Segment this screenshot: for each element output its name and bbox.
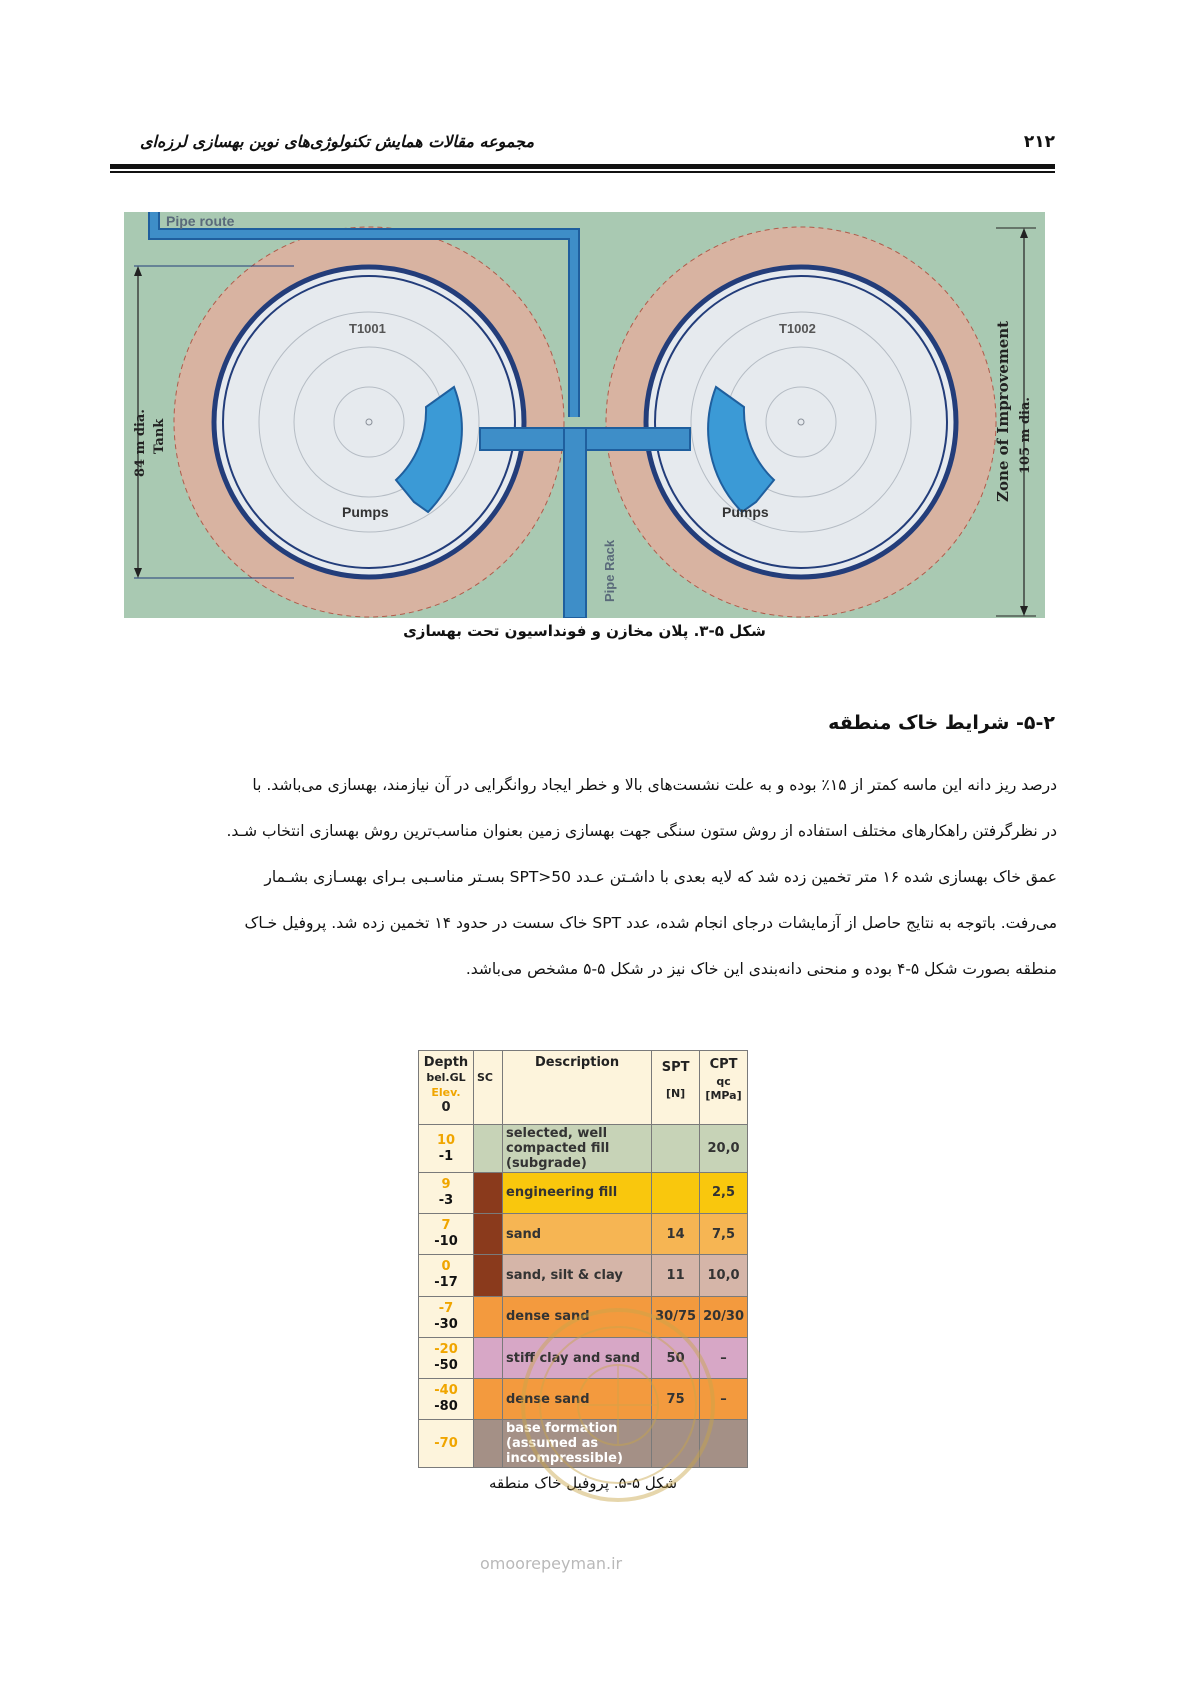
- layer-elevation: -7: [438, 1300, 454, 1316]
- pipe-rack-label: Pipe Rack: [602, 539, 617, 602]
- layer-spt: 75: [652, 1379, 700, 1420]
- paragraph-line: در نظرگرفتن راهکارهای مختلف استفاده از روش ستون سنگی جهت بهسازی زمین بعنوان مناسب‌ترین روش بهسازی انتخاب شـد.: [226, 822, 1057, 840]
- layer-sc-cell: [474, 1337, 503, 1378]
- tank-word-label: Tank: [152, 418, 167, 454]
- page-header: [110, 128, 1055, 158]
- layer-cpt: 7,5: [700, 1214, 748, 1255]
- cpt-qc: qc: [716, 1075, 731, 1088]
- pipe-rack-vertical: [564, 428, 586, 618]
- tank-diameter-label: 84 m dia.: [133, 409, 148, 477]
- layer-depth-cell: [419, 1420, 474, 1468]
- spt-unit: [N]: [665, 1087, 686, 1100]
- layer-depth-cell: [419, 1125, 474, 1172]
- layer-depth: -80: [434, 1399, 458, 1415]
- layer-sc-cell: [474, 1379, 503, 1420]
- layer-sc-cell: [474, 1125, 503, 1172]
- section-title: ۵-۲- شرایط خاک منطقه: [828, 712, 1055, 734]
- layer-sc-cell: [474, 1296, 503, 1337]
- depth-header: [419, 1051, 474, 1125]
- layer-cpt: –: [700, 1337, 748, 1378]
- layer-depth-cell: [419, 1255, 474, 1296]
- layer-spt: [652, 1125, 700, 1172]
- figure2-caption: شکل ۵-۵. پروفیل خاک منطقه: [488, 1474, 678, 1492]
- pumps-right-label: Pumps: [722, 504, 769, 520]
- layer-depth-cell: [419, 1172, 474, 1213]
- header-rule-thick: [110, 164, 1055, 169]
- layer-description: sand: [503, 1214, 652, 1255]
- layer-sc-cell: [474, 1420, 503, 1468]
- tank-t1002: [646, 267, 956, 577]
- layer-depth-cell: [419, 1379, 474, 1420]
- zone-of-improvement-label: Zone of Improvement: [994, 320, 1012, 502]
- layer-description: stiff clay and sand: [503, 1337, 652, 1378]
- layer-elevation: 10: [436, 1132, 456, 1148]
- watermark-text: omoorepeyman.ir: [480, 1554, 623, 1573]
- spt-title: SPT: [661, 1060, 690, 1075]
- tank-t1001-label: T1001: [349, 321, 386, 336]
- layer-sc-cell: [474, 1172, 503, 1213]
- tank-t1001: [214, 267, 524, 577]
- layer-description: sand, silt & clay: [503, 1255, 652, 1296]
- layer-spt: [652, 1172, 700, 1213]
- top-depth-label: 0: [441, 1100, 451, 1115]
- layer-spt: 30/75: [652, 1296, 700, 1337]
- cpt-unit: [MPa]: [705, 1089, 742, 1102]
- layer-depth: -3: [438, 1192, 454, 1208]
- layer-spt: 50: [652, 1337, 700, 1378]
- layer-elevation: -20: [434, 1342, 458, 1358]
- layer-depth-cell: [419, 1296, 474, 1337]
- cpt-header: [700, 1051, 748, 1125]
- layer-depth: -30: [434, 1316, 458, 1332]
- body-paragraph: [112, 762, 1057, 992]
- layer-spt: 11: [652, 1255, 700, 1296]
- layer-cpt: 10,0: [700, 1255, 748, 1296]
- layer-depth: -17: [434, 1275, 458, 1291]
- description-header: Description: [503, 1051, 652, 1125]
- layer-sc-cell: [474, 1255, 503, 1296]
- soil-layer-row: [419, 1255, 748, 1296]
- soil-layer-row: [419, 1214, 748, 1255]
- belgl-label: bel.GL: [426, 1071, 466, 1084]
- layer-elevation: -70: [434, 1435, 458, 1451]
- layer-depth: -50: [434, 1358, 458, 1374]
- layer-description: engineering fill: [503, 1172, 652, 1213]
- layer-description: dense sand: [503, 1379, 652, 1420]
- layer-description: base formation (assumed as incompressible): [503, 1420, 652, 1468]
- header-rule-thin: [110, 171, 1055, 173]
- paragraph-line: می‌رفت. باتوجه به نتایج حاصل از آزمایشات درجای انجام شده، عدد SPT خاک سست در حدود ۱۴ تخمین زده شد. پروفیل خـاک: [244, 914, 1057, 932]
- layer-elevation: 0: [441, 1259, 451, 1275]
- layer-depth: -1: [438, 1148, 454, 1164]
- layer-depth: -10: [434, 1234, 458, 1250]
- paragraph-line: منطقه بصورت شکل ۵-۴ بوده و منحنی دانه‌بندی این خاک نیز در شکل ۵-۵ مشخص می‌باشد.: [465, 960, 1057, 978]
- soil-layer-row: [419, 1125, 748, 1172]
- depth-title: Depth: [423, 1055, 469, 1070]
- watermark-seal: [518, 1305, 718, 1505]
- layer-description: selected, well compacted fill (subgrade): [503, 1125, 652, 1172]
- sc-header: SC: [474, 1051, 503, 1125]
- layer-sc-cell: [474, 1214, 503, 1255]
- elev-label: Elev.: [431, 1086, 461, 1099]
- tank-plan-figure: [124, 212, 1045, 618]
- layer-elevation: 9: [441, 1176, 451, 1192]
- layer-cpt: –: [700, 1379, 748, 1420]
- layer-cpt: 2,5: [700, 1172, 748, 1213]
- paragraph-line: عمق خاک بهسازی شده ۱۶ متر تخمین زده شد که لایه بعدی با داشـتن عـدد SPT>50 بسـتر مناسـبی بـرای بهسـازی بشـمار: [264, 868, 1057, 886]
- page-number: ۲۱۲: [1023, 132, 1055, 152]
- layer-elevation: -40: [434, 1383, 458, 1399]
- layer-description: dense sand: [503, 1296, 652, 1337]
- layer-spt: 14: [652, 1214, 700, 1255]
- zone-diameter-label: 105 m dia.: [1018, 397, 1033, 474]
- pumps-left-label: Pumps: [342, 504, 389, 520]
- tank-t1002-label: T1002: [779, 321, 816, 336]
- figure1-caption: شکل ۵-۳. پلان مخازن و فونداسیون تحت بهسازی: [403, 622, 766, 640]
- pipe-route-label: Pipe route: [166, 213, 235, 229]
- soil-layer-row: [419, 1172, 748, 1213]
- layer-depth-cell: [419, 1214, 474, 1255]
- paragraph-line: درصد ریز دانه این ماسه کمتر از ۱۵٪ بوده و به علت نشست‌های بالا و خطر ایجاد روانگرایی در آن نیازمند، بهسازی می‌باشد. با: [252, 776, 1057, 794]
- layer-depth-cell: [419, 1337, 474, 1378]
- layer-elevation: 7: [441, 1218, 451, 1234]
- running-title: مجموعه مقالات همایش تکنولوژی‌های نوین بهسازی لرزه‌ای: [140, 132, 535, 151]
- layer-cpt: 20/30: [700, 1296, 748, 1337]
- layer-cpt: 20,0: [700, 1125, 748, 1172]
- spt-header: [652, 1051, 700, 1125]
- cpt-title: CPT: [709, 1057, 738, 1072]
